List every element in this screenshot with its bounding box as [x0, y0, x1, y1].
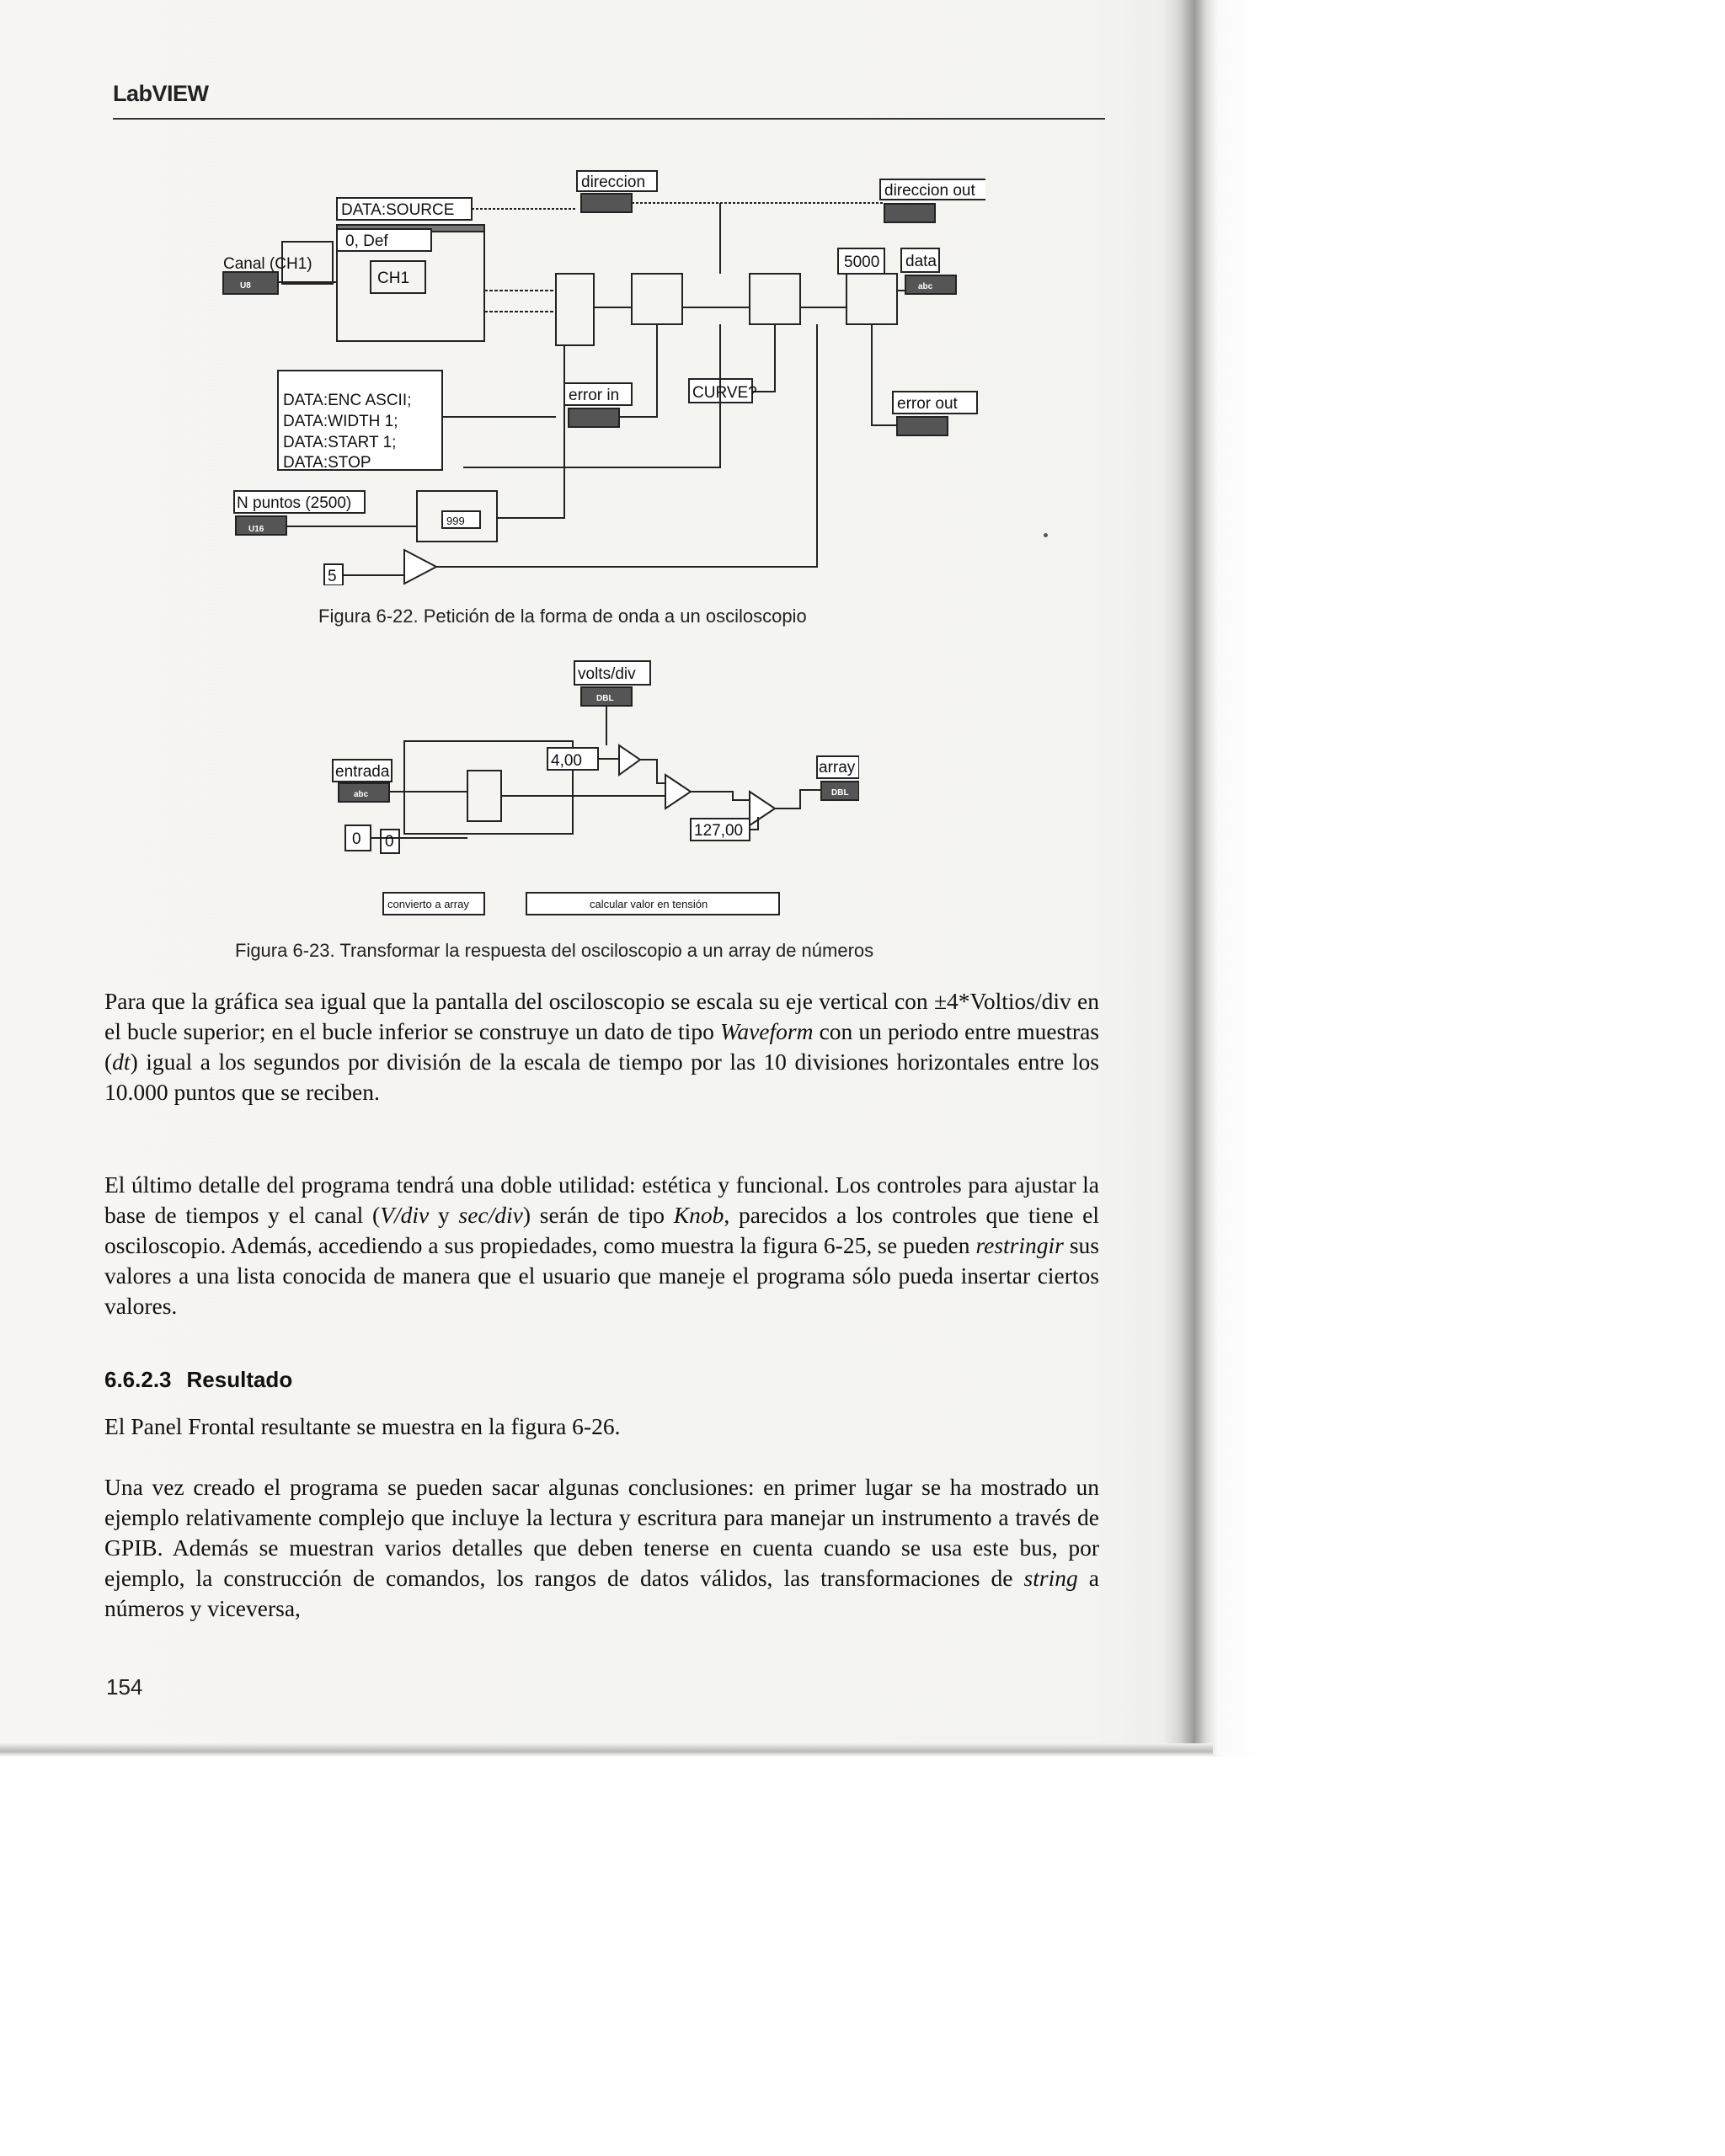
- concatenate-node: [556, 274, 594, 345]
- n5000-label: 5000: [844, 253, 880, 271]
- section-title: Resultado: [186, 1367, 293, 1392]
- u16-label: U16: [248, 525, 264, 534]
- ch1-label: CH1: [377, 270, 410, 287]
- direccion-out-label: direccion out: [884, 182, 975, 200]
- n999-label: 999: [446, 515, 465, 527]
- ring-label: 0, Def: [345, 232, 388, 250]
- command-line-2: DATA:WIDTH 1;: [283, 413, 398, 430]
- abc-label: abc: [918, 282, 933, 291]
- volts-div-label: volts/div: [578, 665, 636, 683]
- gpib-write-1: [632, 274, 682, 324]
- scan-background: [0, 1757, 1725, 2156]
- entrada-label: entrada: [335, 763, 390, 781]
- calcular-label: calcular valor en tensión: [590, 898, 708, 910]
- gpib-read: [846, 274, 897, 324]
- error-in-terminal: [569, 408, 619, 427]
- command-line-3: DATA:START 1;: [283, 434, 397, 451]
- n5-label: 5: [328, 568, 337, 585]
- figure-6-23-diagram: [328, 657, 859, 926]
- curve-label: CURVE?: [692, 384, 757, 402]
- page-bottom-edge: [0, 1743, 1213, 1757]
- array-dbl-label: DBL: [831, 788, 849, 798]
- header-rule: [113, 118, 1105, 120]
- dbl-label: DBL: [596, 694, 614, 703]
- n127-label: 127,00: [694, 822, 744, 840]
- error-out-terminal: [897, 417, 948, 435]
- error-in-label: error in: [569, 387, 620, 404]
- n0b-label: 0: [385, 833, 394, 851]
- figure-6-22-caption: Figura 6-22. Petición de la forma de onda a un osciloscopio: [318, 606, 807, 627]
- running-header: LabVIEW: [113, 81, 209, 106]
- u8-label: U8: [240, 281, 251, 291]
- data-label: data: [905, 253, 937, 270]
- command-line-4: DATA:STOP: [283, 454, 371, 472]
- section-heading: [104, 1367, 292, 1393]
- n-puntos-label: N puntos (2500): [237, 494, 352, 512]
- n0-label: 0: [352, 830, 361, 848]
- direccion-label: direccion: [581, 173, 646, 191]
- section-number: 6.6.2.3: [104, 1367, 172, 1392]
- spreadsheet-node: [467, 771, 501, 821]
- paragraph-4: Una vez creado el programa se pueden sacar algunas conclusiones: en primer lugar se ha mostrado un ejemplo relativamente complejo que incluye la lectura y escritura para manejar un instrumento a través de GPIB. Además se muestran varios detalles que deben tenerse en cuenta cuando se usa este bus, por ejemplo, la construcción de comandos, los rangos de datos válidos, las transformaciones de string a números y viceversa,: [104, 1474, 1099, 1621]
- paragraph-3: El Panel Frontal resultante se muestra en la figura 6-26.: [104, 1413, 621, 1439]
- direccion-terminal: [581, 194, 632, 212]
- error-out-label: error out: [897, 395, 958, 413]
- figure-6-23-caption: Figura 6-23. Transformar la respuesta del osciloscopio a un array de números: [235, 940, 874, 961]
- array-label: array: [819, 759, 856, 776]
- multiply-node: [404, 550, 436, 584]
- paragraph-1: Para que la gráfica sea igual que la pantalla del osciloscopio se escala su eje vertical con ±4*Voltios/div en el bucle superior; en el bucle inferior se construye un dato de tipo Waveform con un periodo entre muestras (dt) igual a los segundos por división de la escala de tiempo por las 10 divisiones horizontales entre los 10.000 puntos que se reciben.: [104, 988, 1099, 1105]
- page-number: 154: [106, 1674, 143, 1700]
- command-line-1: DATA:ENC ASCII;: [283, 392, 412, 409]
- direccion-out-terminal: [884, 204, 935, 222]
- entrada-abc-label: abc: [354, 790, 369, 799]
- gpib-write-2: [750, 274, 800, 324]
- multiply-node-1: [619, 745, 640, 775]
- figure-6-22-diagram: [211, 164, 985, 585]
- multiply-node-2: [665, 775, 691, 808]
- paragraph-2: El último detalle del programa tendrá una doble utilidad: estética y funcional. Los controles para ajustar la base de tiempos y el canal (V/div y sec/div) serán de tipo Knob, parecidos a los controles que tiene el osciloscopio. Además, accediendo a sus propiedades, como muestra la figura 6-25, se pueden restringir sus valores a una lista conocida de manera que el usuario que maneje el programa sólo pueda insertar ciertos valores.: [104, 1171, 1100, 1319]
- divide-node: [750, 792, 775, 825]
- scan-speck: [1044, 533, 1048, 537]
- data-source-label: DATA:SOURCE: [341, 201, 455, 219]
- canal-label: Canal (CH1): [223, 255, 312, 273]
- convierto-label: convierto a array: [387, 898, 469, 910]
- n4-label: 4,00: [551, 752, 582, 770]
